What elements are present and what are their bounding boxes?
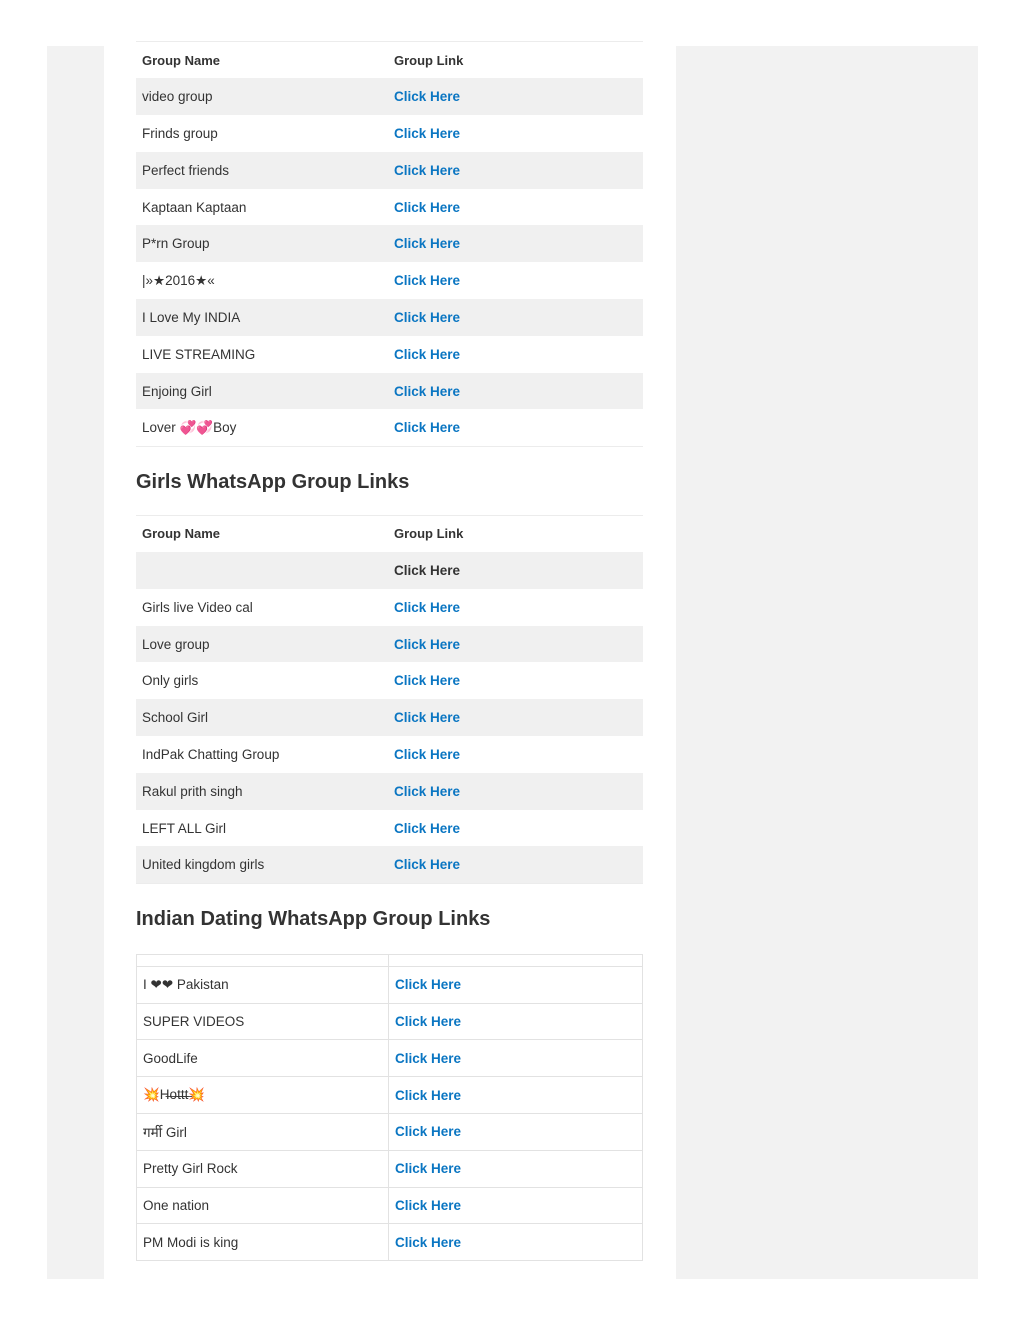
group-link[interactable]: Click Here [389,1077,643,1114]
group-name: United kingdom girls [136,846,388,883]
table-row [137,1224,643,1261]
section-heading-girls: Girls WhatsApp Group Links [136,470,410,493]
group-link[interactable]: Click Here [388,152,643,189]
group-link[interactable]: Click Here [394,125,461,141]
table-row [137,1113,643,1150]
group-name: 💥H̶o̶t̶t̶t̶💥 [137,1077,389,1114]
table-row [136,810,643,847]
table-row [136,589,643,626]
dating-group-links-table [136,954,643,1261]
group-link[interactable]: Click Here [388,225,643,262]
group-link[interactable]: Click Here [388,373,643,410]
group-name: Pretty Girl Rock [137,1150,389,1187]
table-row [136,736,643,773]
table-row [137,1003,643,1040]
table-row [136,78,643,115]
column-header-group-name: Group Name [136,515,388,552]
table-header-row [136,42,643,79]
table-row [136,626,643,663]
group-link[interactable]: Click Here [394,820,461,836]
group-link[interactable]: Click Here [388,846,643,883]
group-name: One nation [137,1187,389,1224]
group-link[interactable]: Click Here [394,199,461,215]
group-name: Only girls [142,673,199,689]
group-link[interactable]: Click Here [394,746,461,762]
group-link[interactable]: Click Here [388,699,643,736]
table-row [136,152,643,189]
table-row [136,552,643,589]
group-name: LIVE STREAMING [142,346,256,362]
group-link[interactable]: Click Here [389,966,643,1003]
table-row [136,409,643,446]
column-header-group-name: Group Name [136,42,388,79]
group-name: Lover 💞💞Boy [136,409,388,446]
table-row [136,699,643,736]
group-name: Kaptaan Kaptaan [142,199,247,215]
group-name: |»★2016★« [142,272,215,288]
table-row [136,336,643,373]
table-row [136,373,643,410]
table-row [137,966,643,1003]
girls-group-links-table [136,515,643,884]
group-link[interactable]: Click Here [388,299,643,336]
group-link[interactable]: Click Here [389,1003,643,1040]
group-link[interactable]: Click Here [394,673,461,689]
group-link[interactable]: Click Here [389,1187,643,1224]
right-sidebar [676,46,978,1279]
group-name: GoodLife [137,1040,389,1077]
table-row [136,115,643,152]
section-heading-dating: Indian Dating WhatsApp Group Links [136,907,491,930]
table-header-row [136,515,643,552]
table-row [137,1187,643,1224]
table-row [136,299,643,336]
group-link[interactable]: Click Here [388,409,643,446]
group-name: IndPak Chatting Group [142,746,280,762]
group-name: Girls live Video cal [142,599,253,615]
column-header-group-link: Group Link [388,515,643,552]
group-link[interactable]: Click Here [394,273,461,289]
group-link[interactable]: Click Here [394,599,461,615]
table-row [137,1150,643,1187]
group-name: Rakul prith singh [136,773,388,810]
group-name: Enjoing Girl [136,373,388,410]
table-row [136,662,643,699]
table-row [136,846,643,883]
table-row [136,189,643,226]
group-name: I Love My INDIA [136,299,388,336]
group-name: SUPER VIDEOS [137,1003,389,1040]
column-header-group-link: Group Link [388,42,643,79]
group-name: I ❤❤ Pakistan [137,966,389,1003]
group-link[interactable]: Click Here [388,626,643,663]
group-name: Perfect friends [136,152,388,189]
group-name: video group [136,78,388,115]
group-link[interactable]: Click Here [394,346,461,362]
table-row [136,262,643,299]
group-link[interactable]: Click Here [389,1150,643,1187]
table-row [137,1040,643,1077]
group-name: गर्मी Girl [137,1113,389,1150]
table-row [137,1077,643,1114]
left-sidebar [47,46,104,1279]
table-row [136,773,643,810]
group-name: School Girl [136,699,388,736]
article-content [136,41,643,1261]
group-link[interactable]: Click Here [388,78,643,115]
table-row [136,225,643,262]
group-link[interactable]: Click Here [389,1224,643,1261]
group-name: Frinds group [142,125,218,141]
group-name: LEFT ALL Girl [142,820,227,836]
group-link[interactable]: Click Here [389,1113,643,1150]
group-link[interactable]: Click Here [388,773,643,810]
table-empty-header-row [137,954,643,966]
group-name [136,552,388,589]
group-link[interactable]: Click Here [388,552,643,589]
group-name: Love group [136,626,388,663]
group-name: P*rn Group [136,225,388,262]
group-links-table [136,41,643,447]
group-link[interactable]: Click Here [389,1040,643,1077]
group-name: PM Modi is king [137,1224,389,1261]
